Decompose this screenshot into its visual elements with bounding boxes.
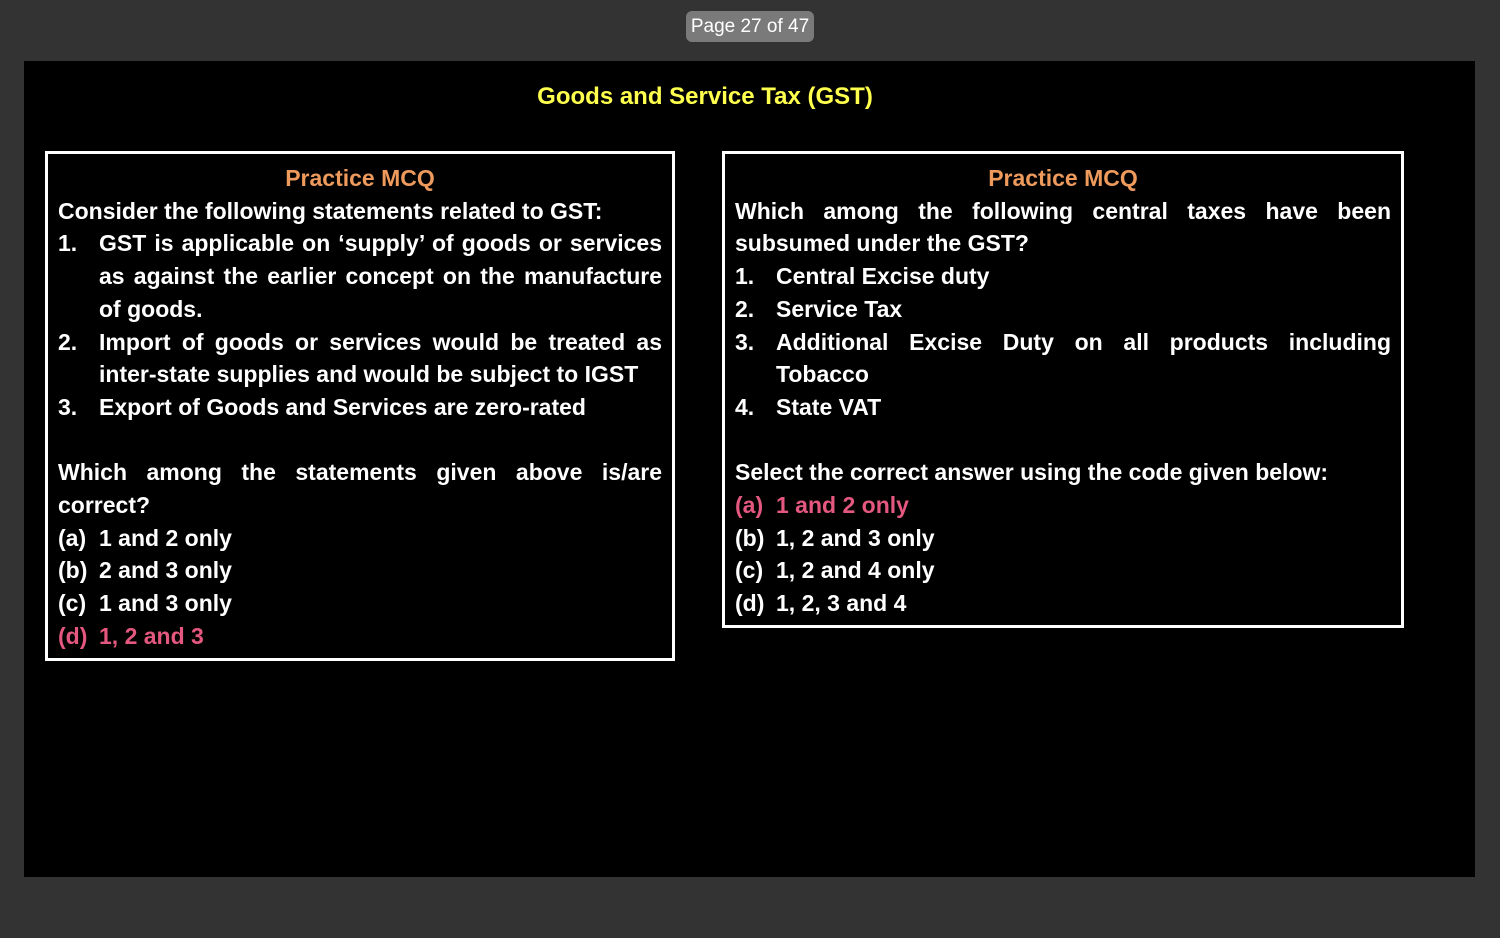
page-indicator: Page 27 of 47 [686, 11, 814, 42]
item-text: Service Tax [776, 295, 903, 322]
answer-option [735, 554, 1391, 587]
option-label: (a) [58, 524, 87, 551]
option-label: (c) [735, 557, 764, 584]
right-item [735, 260, 1391, 293]
statement-number: 1. [58, 230, 78, 257]
option-label: (a) [735, 492, 764, 519]
answer-option [58, 522, 662, 555]
option-label: (b) [735, 524, 765, 551]
left-question-line: Which among the statements given above is/are [58, 459, 662, 486]
item-number: 2. [735, 295, 755, 322]
slide-title: Goods and Service Tax (GST) [537, 83, 873, 110]
spacer [735, 424, 1391, 457]
right-item [735, 326, 1391, 391]
option-text: 1 and 2 only [99, 524, 232, 551]
option-label: (d) [58, 622, 88, 649]
answer-option [735, 522, 1391, 555]
left-mcq-intro: Consider the following statements related to GST: [58, 197, 603, 224]
right-question-line: subsumed under the GST? [735, 230, 1029, 257]
item-number: 4. [735, 393, 755, 420]
spacer [58, 424, 662, 457]
option-text: 1 and 2 only [776, 492, 909, 519]
statement-text: GST is applicable on ‘supply’ of goods or services as against the earlier concept on the manufacture of goods. [99, 230, 662, 322]
option-text: 1, 2 and 3 only [776, 524, 935, 551]
right-mcq-box [722, 151, 1404, 628]
left-question-line: correct? [58, 492, 151, 519]
answer-option-correct [735, 489, 1391, 522]
option-label: (d) [735, 590, 765, 617]
item-number: 1. [735, 263, 755, 290]
right-question-line: Which among the following central taxes have been [735, 197, 1391, 224]
right-item [735, 391, 1391, 424]
left-mcq-heading: Practice MCQ [285, 165, 435, 191]
item-text: Central Excise duty [776, 263, 990, 290]
left-statement [58, 391, 662, 424]
left-mcq-box [45, 151, 675, 661]
item-text: Additional Excise Duty on all products including Tobacco [776, 328, 1391, 388]
left-statement [58, 227, 662, 325]
statement-number: 3. [58, 393, 78, 420]
right-mcq-heading: Practice MCQ [988, 165, 1138, 191]
right-item [735, 293, 1391, 326]
answer-option [58, 587, 662, 620]
item-number: 3. [735, 328, 755, 355]
option-text: 1, 2 and 4 only [776, 557, 935, 584]
answer-option [58, 554, 662, 587]
item-text: State VAT [776, 393, 882, 420]
option-text: 1, 2 and 3 [99, 622, 204, 649]
option-label: (c) [58, 590, 87, 617]
statement-number: 2. [58, 328, 78, 355]
statement-text: Export of Goods and Services are zero-rated [99, 393, 586, 420]
right-instruction: Select the correct answer using the code given below: [735, 459, 1329, 486]
option-text: 2 and 3 only [99, 557, 232, 584]
answer-option-correct [58, 620, 662, 653]
statement-text: Import of goods or services would be treated as inter-state supplies and would be subject to IGST [99, 328, 662, 388]
left-statement [58, 326, 662, 391]
option-text: 1, 2, 3 and 4 [776, 590, 907, 617]
slide-page [24, 61, 1475, 877]
option-label: (b) [58, 557, 88, 584]
option-text: 1 and 3 only [99, 590, 232, 617]
answer-option [735, 587, 1391, 620]
